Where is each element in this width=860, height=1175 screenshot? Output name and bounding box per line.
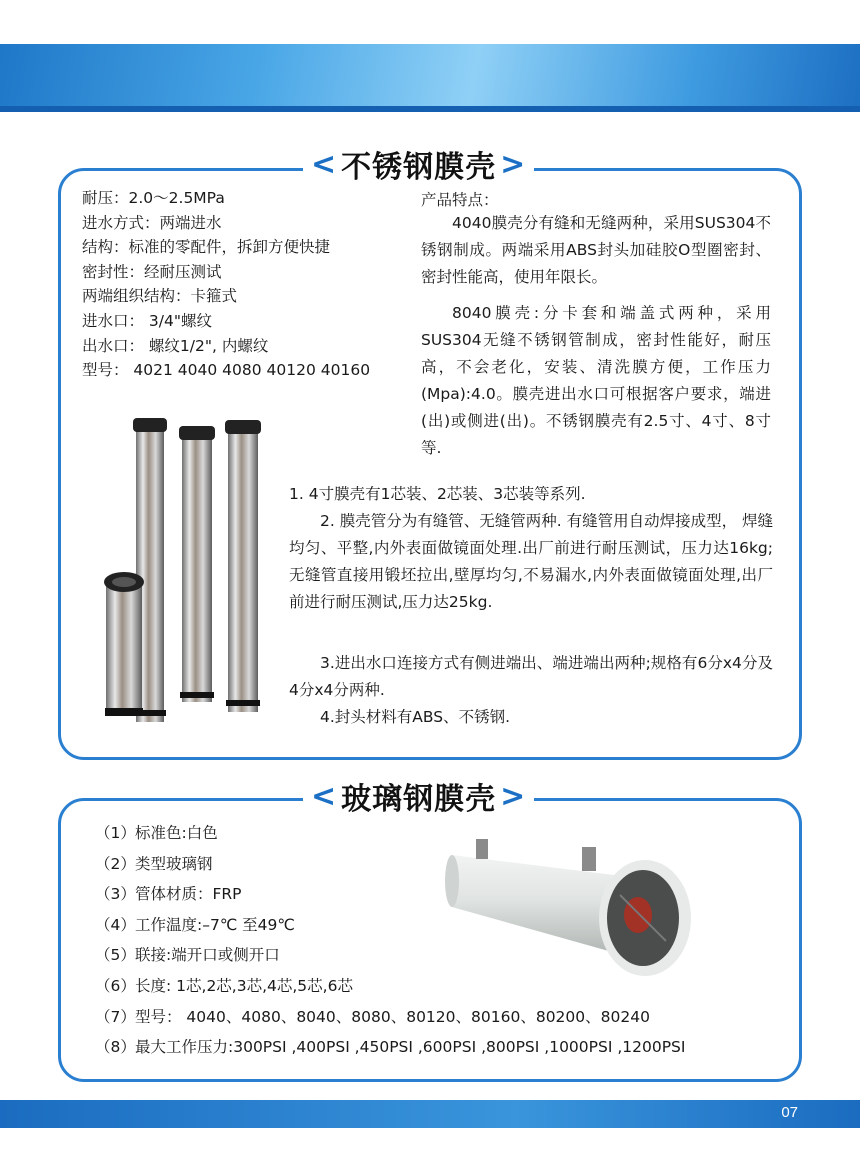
spec-item: 密封性：经耐压测试 xyxy=(82,262,222,281)
spec-item: 两端组织结构：卡箍式 xyxy=(82,287,238,306)
chevron-right-icon: > xyxy=(500,778,527,814)
chevron-left-icon: < xyxy=(311,146,338,182)
spec-item: 结构：标准的零配件，拆卸方便快捷 xyxy=(82,238,331,257)
top-banner xyxy=(0,44,860,112)
frp-housing-photo xyxy=(440,825,700,980)
list-item: （3）管体材质：FRP xyxy=(95,885,242,904)
spec-item: 出水口： 螺纹1/2", 内螺纹 xyxy=(82,336,269,355)
spec-item: 型号： 4021 4040 4080 40120 40160 xyxy=(82,361,371,380)
chevron-left-icon: < xyxy=(311,778,338,814)
list-item: （8）最大工作压力:300PSI ,400PSI ,450PSI ,600PSI ,800PSI ,1000PSI ,1200PSI xyxy=(95,1038,686,1057)
stainless-housing-photo xyxy=(98,410,298,730)
note-item: 1. 4寸膜壳有1芯装、2芯装、3芯装等系列. xyxy=(289,485,586,503)
page-number: 07 xyxy=(781,1104,798,1121)
list-item: （1）标准色:白色 xyxy=(95,824,218,842)
list-item: （7）型号： 4040、4080、8040、8080、80120、80160、80200、80240 xyxy=(95,1007,650,1026)
spec-item: 耐压：2.0～2.5MPa xyxy=(82,189,225,207)
feature-paragraph: 8040膜壳:分卡套和端盖式两种，采用SUS304无缝不锈钢管制成，密封性能好，耐压高，不会老化，安装、清洗膜方便，工作压力(Mpa):4.0。膜壳进出水口可根据客户要求，端进(出)或侧进(出)。不锈钢膜壳有2.5寸、4寸、8寸等. xyxy=(421,304,771,457)
note-item: 2. 膜壳管分为有缝管、无缝管两种. 有缝管用自动焊接成型， 焊缝均匀、平整,内外表面做镜面处理.出厂前进行耐压测试，压力达16kg; 无缝管直接用锻坯拉出,壁厚均匀,不易漏水,内外表面做镜面处理,出厂前进行耐压测试,压力达25kg. xyxy=(289,512,773,611)
bottom-bar xyxy=(0,1100,860,1128)
list-item: （4）工作温度:–7℃ 至49℃ xyxy=(95,915,295,934)
spec-item: 进水方式：两端进水 xyxy=(82,213,222,232)
list-item: （5）联接:端开口或侧开口 xyxy=(95,946,280,965)
note-item: 4.封头材料有ABS、不锈钢. xyxy=(320,708,511,726)
chevron-right-icon: > xyxy=(500,146,527,182)
spec-item: 进水口： 3/4"螺纹 xyxy=(82,311,213,330)
note-item: 3.进出水口连接方式有侧进端出、端进端出两种;规格有6分x4分及4分x4分两种. xyxy=(289,654,773,699)
features-heading: 产品特点： xyxy=(421,191,499,209)
stainless-spec-list xyxy=(82,186,422,383)
list-item: （2）类型玻璃钢 xyxy=(95,854,213,873)
stainless-section-title xyxy=(303,142,534,186)
stainless-title-text: 不锈钢膜壳 xyxy=(341,150,497,185)
feature-paragraph: 4040膜壳分有缝和无缝两种，采用SUS304不锈钢制成。两端采用ABS封头加硅胶O型圈密封、密封性能高，使用年限长。 xyxy=(421,214,771,286)
frp-section-title xyxy=(303,774,534,818)
list-item: （6）长度: 1芯,2芯,3芯,4芯,5芯,6芯 xyxy=(95,976,353,995)
frp-title-text: 玻璃钢膜壳 xyxy=(341,782,497,817)
